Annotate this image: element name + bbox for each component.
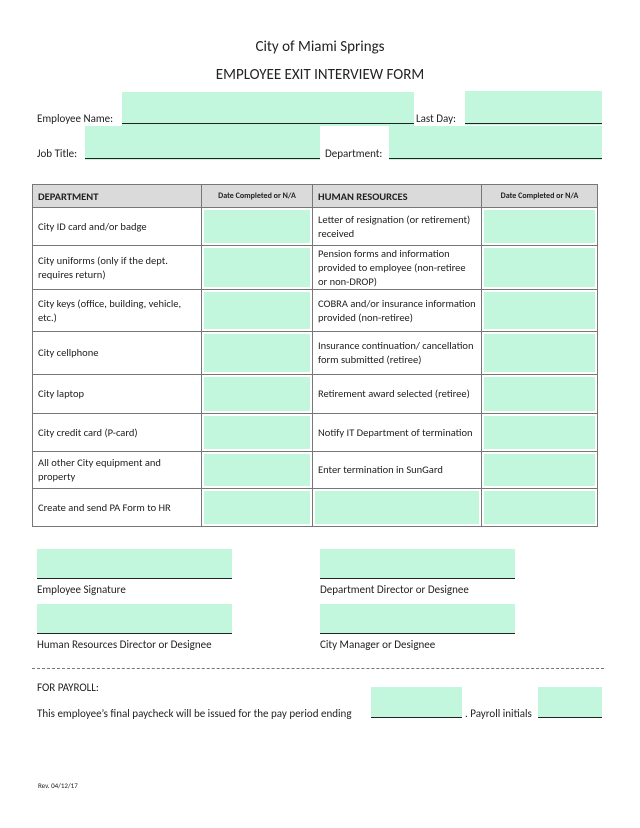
dept-item: Create and send PA Form to HR — [33, 489, 202, 527]
hr-date-input[interactable] — [482, 208, 598, 246]
dept-date-input[interactable] — [202, 290, 313, 332]
hr-item: Pension forms and information provided to employee (non-retiree or non-DROP) — [313, 246, 482, 290]
hr-date-input[interactable] — [482, 290, 598, 332]
cut-line-divider — [32, 668, 604, 669]
table-row — [33, 414, 598, 452]
hr-date-input[interactable] — [482, 452, 598, 489]
hr-date-input[interactable] — [482, 375, 598, 414]
hr-date-input[interactable] — [482, 332, 598, 375]
hr-item-blank-input[interactable] — [313, 489, 482, 527]
payroll-sentence: This employee’s final paycheck will be issued for the pay period ending — [37, 707, 352, 720]
dept-item: City credit card (P-card) — [33, 414, 202, 452]
table-row — [33, 452, 598, 489]
hr-item: COBRA and/or insurance information provided (non-retiree) — [313, 290, 482, 332]
hr-date-input[interactable] — [482, 489, 598, 527]
col-department: DEPARTMENT — [33, 185, 202, 208]
dept-director-signature-input[interactable] — [320, 549, 515, 579]
employee-signature-line — [37, 578, 232, 579]
dept-date-input[interactable] — [202, 452, 313, 489]
employee-name-label: Employee Name: — [37, 112, 114, 125]
payroll-initials-underline — [538, 717, 602, 718]
hr-item: Notify IT Department of termination — [313, 414, 482, 452]
pay-period-ending-input[interactable] — [371, 687, 462, 718]
col-human-resources: HUMAN RESOURCES — [313, 185, 482, 208]
dept-date-input[interactable] — [202, 332, 313, 375]
hr-item: Retirement award selected (retiree) — [313, 375, 482, 414]
city-name: City of Miami Springs — [255, 38, 385, 56]
dept-item: City keys (office, building, vehicle, etc.) — [33, 290, 202, 332]
table-header-row — [33, 185, 598, 208]
dept-date-input[interactable] — [202, 208, 313, 246]
hr-date-input[interactable] — [482, 246, 598, 290]
table-row — [33, 332, 598, 375]
department-input[interactable] — [389, 126, 602, 160]
payroll-heading: FOR PAYROLL: — [37, 681, 99, 694]
last-day-label: Last Day: — [416, 112, 456, 125]
hr-item: Insurance continuation/ cancellation form submitted (retiree) — [313, 332, 482, 375]
dept-item: All other City equipment and property — [33, 452, 202, 489]
last-day-input[interactable] — [465, 91, 602, 125]
hr-item: Enter termination in SunGard — [313, 452, 482, 489]
payroll-initials-label: . Payroll initials — [465, 707, 532, 720]
exit-checklist-table — [32, 184, 598, 527]
dept-item: City ID card and/or badge — [33, 208, 202, 246]
city-manager-signature-line — [320, 633, 515, 634]
table-row — [33, 489, 598, 527]
employee-signature-label: Employee Signature — [37, 583, 126, 596]
dept-date-input[interactable] — [202, 375, 313, 414]
form-title: EMPLOYEE EXIT INTERVIEW FORM — [215, 66, 425, 84]
dept-date-input[interactable] — [202, 414, 313, 452]
dept-date-input[interactable] — [202, 489, 313, 527]
dept-date-input[interactable] — [202, 246, 313, 290]
department-label: Department: — [325, 147, 383, 160]
dept-director-signature-label: Department Director or Designee — [320, 583, 469, 596]
city-manager-signature-input[interactable] — [320, 604, 515, 634]
dept-item: City laptop — [33, 375, 202, 414]
table-row — [33, 246, 598, 290]
hr-item: Letter of resignation (or retirement) received — [313, 208, 482, 246]
table-row — [33, 290, 598, 332]
hr-director-signature-line — [37, 633, 232, 634]
table-row — [33, 375, 598, 414]
dept-item: City cellphone — [33, 332, 202, 375]
employee-signature-input[interactable] — [37, 549, 232, 579]
table-row — [33, 208, 598, 246]
col-date-completed-hr: Date Completed or N/A — [482, 185, 598, 208]
job-title-label: Job Title: — [37, 147, 78, 160]
dept-item: City uniforms (only if the dept. requires return) — [33, 246, 202, 290]
dept-director-signature-line — [320, 578, 515, 579]
pay-period-underline — [371, 717, 462, 718]
employee-name-underline — [122, 123, 414, 124]
hr-date-input[interactable] — [482, 414, 598, 452]
hr-director-signature-label: Human Resources Director or Designee — [37, 638, 212, 651]
department-underline — [389, 158, 602, 159]
city-manager-signature-label: City Manager or Designee — [320, 638, 436, 651]
col-date-completed-dept: Date Completed or N/A — [202, 185, 313, 208]
last-day-underline — [465, 123, 602, 124]
payroll-initials-input[interactable] — [538, 687, 602, 718]
hr-director-signature-input[interactable] — [37, 604, 232, 634]
employee-name-input[interactable] — [122, 92, 414, 126]
revision-date: Rev. 04/12/17 — [38, 781, 78, 790]
job-title-underline — [85, 158, 320, 159]
job-title-input[interactable] — [85, 126, 320, 160]
